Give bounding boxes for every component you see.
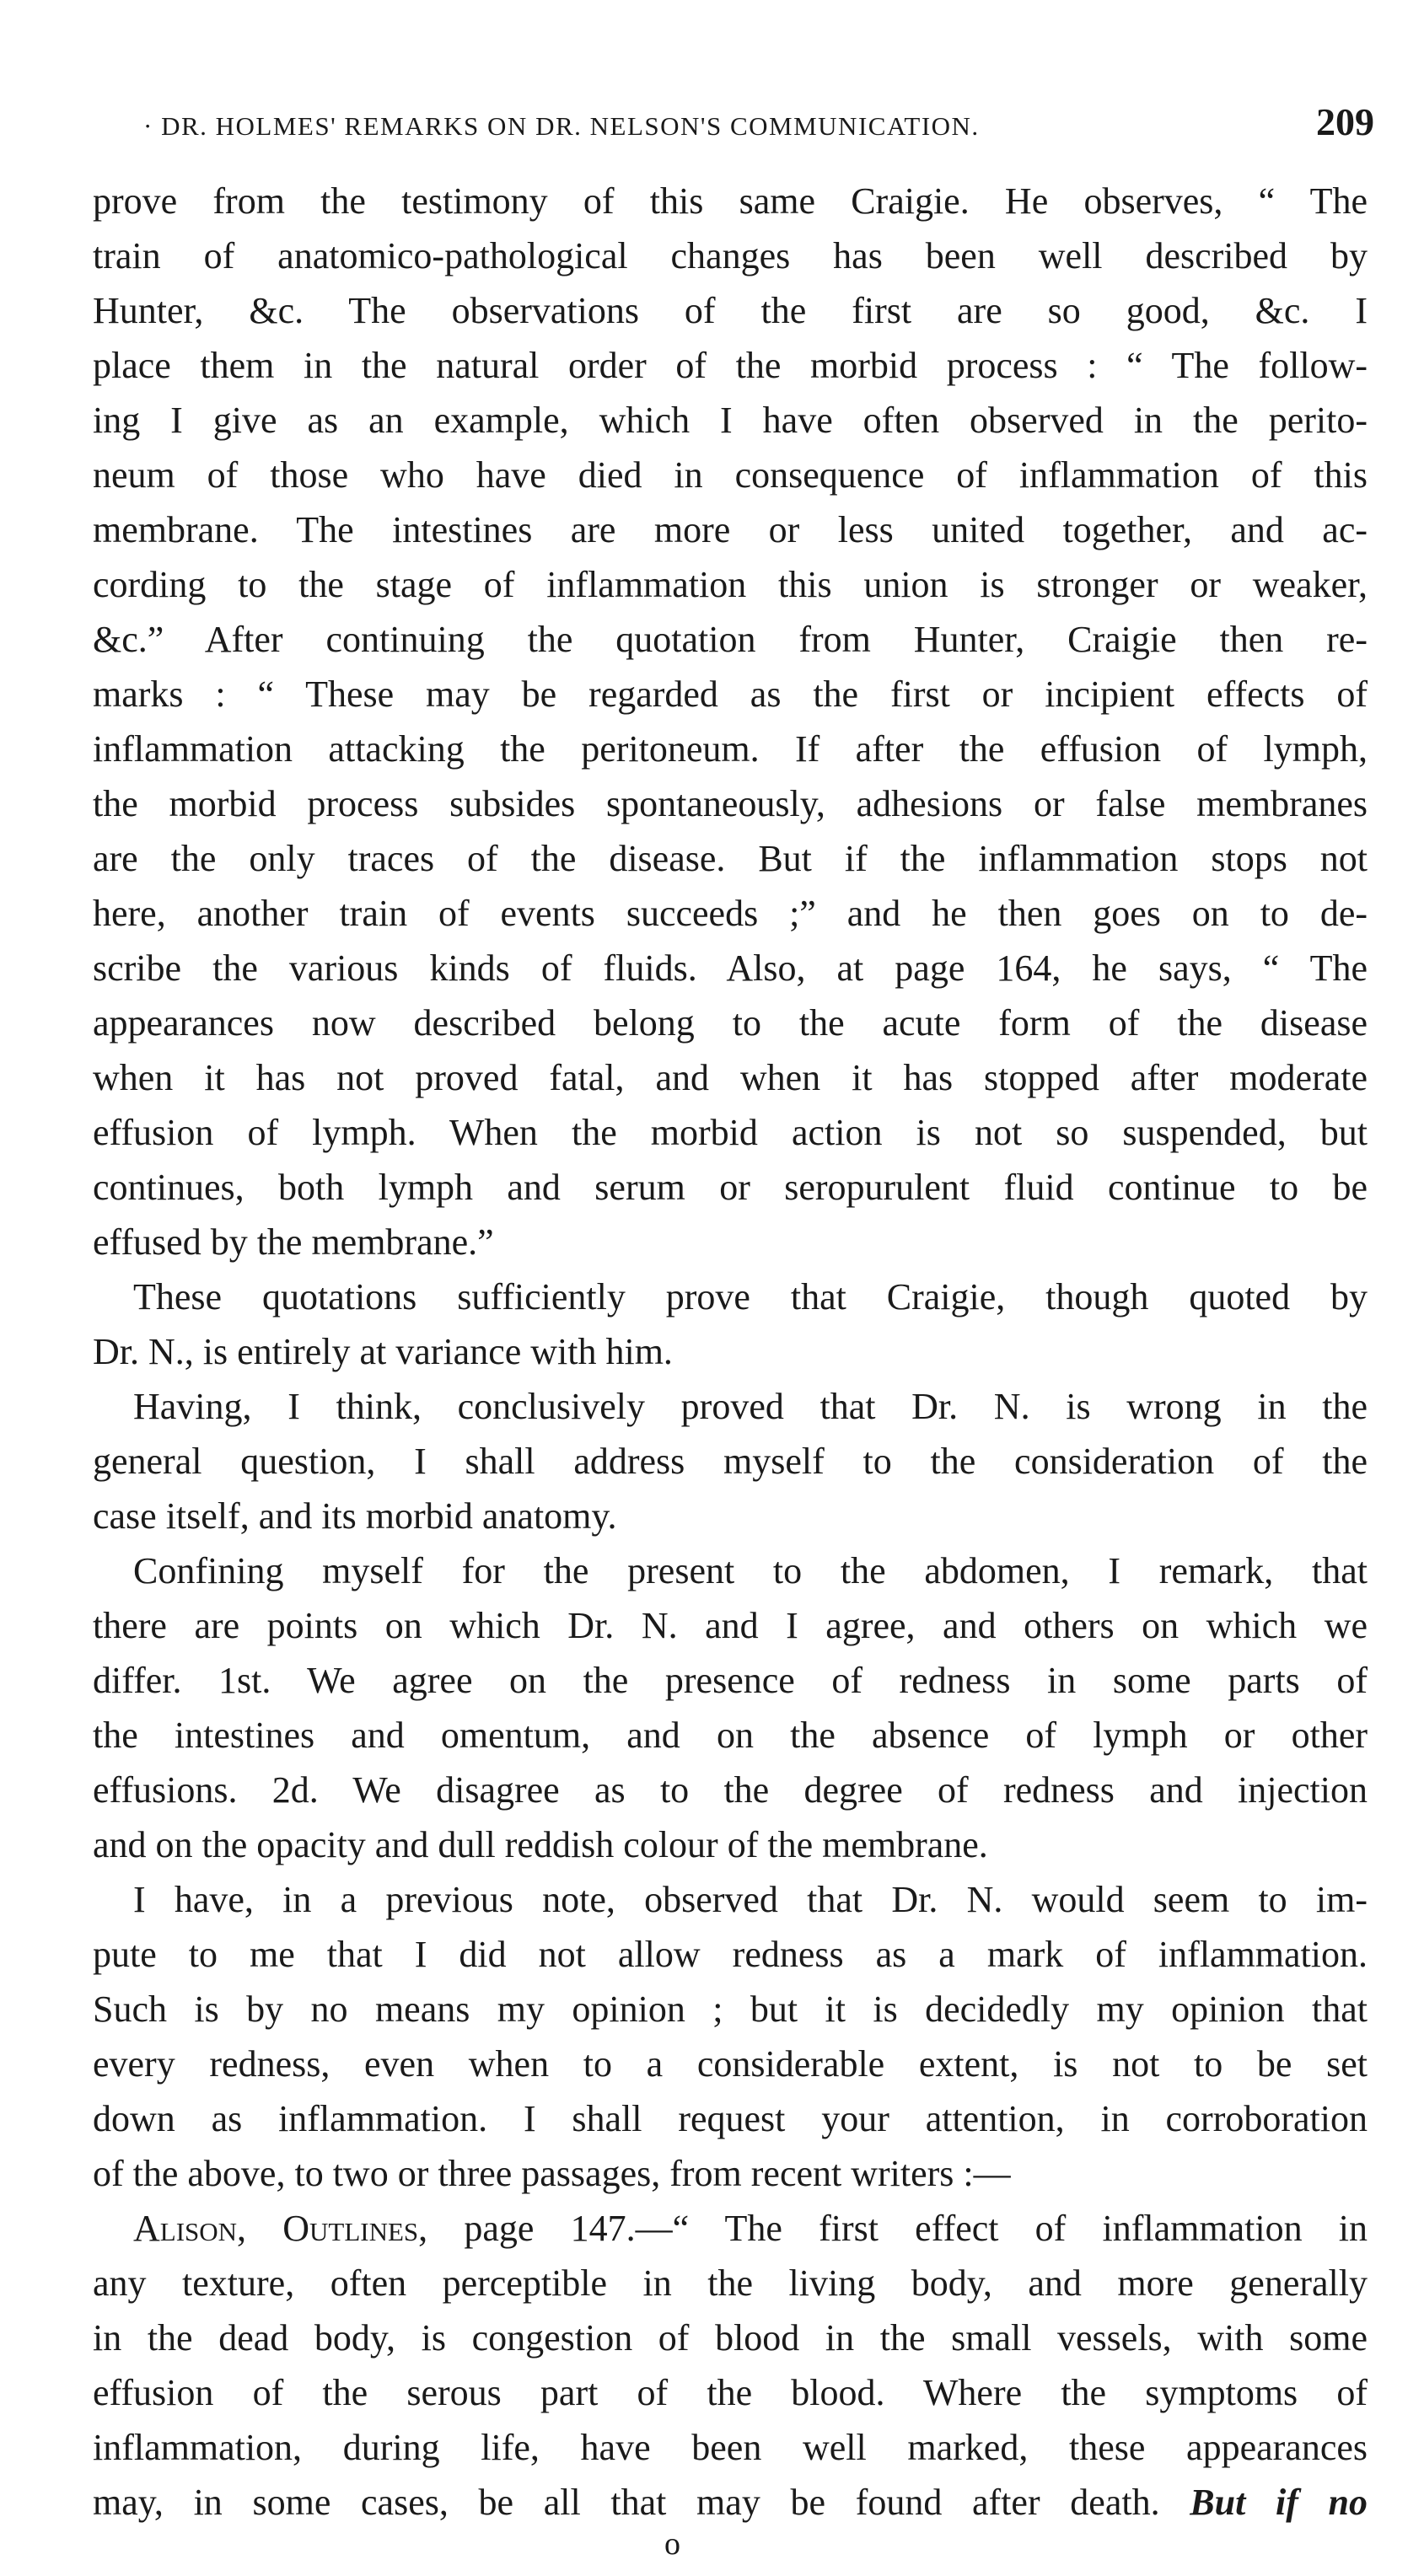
alison-first-line <box>93 2201 1368 2256</box>
text-line: Confining myself for the present to the abdomen, I remark, that <box>133 1550 1368 1591</box>
text-line: marks : “ These may be regarded as the first or incipient effects of <box>93 674 1368 715</box>
text-line: general question, I shall address myself to the consideration of the <box>93 1441 1368 1482</box>
text-line: and on the opacity and dull reddish colour of the membrane. <box>93 1824 988 1865</box>
text-line: neum of those who have died in consequence of inflammation of this <box>93 454 1368 496</box>
text-line: effused by the membrane.” <box>93 1221 494 1263</box>
text-line: case itself, and its morbid anatomy. <box>93 1495 617 1537</box>
text-line: effusions. 2d. We disagree as to the degree of redness and injection <box>93 1769 1368 1811</box>
text-line: there are points on which Dr. N. and I agree, and others on which we <box>93 1605 1368 1646</box>
signature-mark: o <box>664 2526 680 2562</box>
text-line: when it has not proved fatal, and when it has stopped after moderate <box>93 1057 1368 1098</box>
text-line: inflammation, during life, have been well marked, these appearances <box>93 2427 1368 2468</box>
text-line: continues, both lymph and serum or seropurulent fluid continue to be <box>93 1167 1368 1208</box>
text-line: Dr. N., is entirely at variance with him. <box>93 1331 673 1372</box>
text-line: in the dead body, is congestion of blood in the small vessels, with some <box>93 2317 1368 2359</box>
text-line: Having, I think, conclusively proved that Dr. N. is wrong in the <box>133 1386 1368 1427</box>
text-line: scribe the various kinds of fluids. Also, at page 164, he says, “ The <box>93 947 1368 989</box>
running-head <box>143 99 1374 158</box>
body-text <box>93 174 1368 2530</box>
text-line: are the only traces of the disease. But if the inflammation stops not <box>93 838 1368 879</box>
text-line: effusion of the serous part of the blood. Where the symptoms of <box>93 2372 1368 2413</box>
text-line: inflammation attacking the peritoneum. If after the effusion of lymph, <box>93 728 1368 770</box>
text-line: ing I give as an example, which I have often observed in the perito- <box>93 400 1368 441</box>
text-line: pute to me that I did not allow redness as a mark of inflammation. <box>93 1934 1368 1975</box>
running-head-title: · DR. HOLMES' REMARKS ON DR. NELSON'S COMMUNICATION. <box>143 111 980 141</box>
text-line: the intestines and omentum, and on the absence of lymph or other <box>93 1715 1368 1756</box>
text-line: prove from the testimony of this same Craigie. He observes, “ The <box>93 180 1368 222</box>
text-line: train of anatomico-pathological changes has been well described by <box>93 235 1368 276</box>
text-line: Hunter, &c. The observations of the first are so good, &c. I <box>93 290 1368 331</box>
text-line: Such is by no means my opinion ; but it is decidedly my opinion that <box>93 1988 1368 2030</box>
alison-author: Alison, Outlines, <box>133 2208 428 2249</box>
text-line: I have, in a previous note, observed that Dr. N. would seem to im- <box>133 1879 1368 1920</box>
text-line: appearances now described belong to the acute form of the disease <box>93 1002 1368 1044</box>
text-line: every redness, even when to a considerable extent, is not to be set <box>93 2043 1368 2085</box>
text-line: here, another train of events succeeds ;” and he then goes on to de- <box>93 893 1368 934</box>
text-line: &c.” After continuing the quotation from Hunter, Craigie then re- <box>93 619 1368 660</box>
text-line: any texture, often perceptible in the living body, and more generally <box>93 2262 1368 2304</box>
alison-first-line-rest: page 147.—“ The first effect of inflammation in <box>427 2208 1368 2249</box>
text-line: of the above, to two or three passages, from recent writers :— <box>93 2153 1011 2194</box>
alison-last-line <box>93 2475 1368 2530</box>
text-line: cording to the stage of inflammation this union is stronger or weaker, <box>93 564 1368 605</box>
text-line: membrane. The intestines are more or less united together, and ac- <box>93 509 1368 550</box>
text-line: effusion of lymph. When the morbid action is not so suspended, but <box>93 1112 1368 1153</box>
alison-last-line-italic: But if no <box>1190 2482 1368 2523</box>
text-line: the morbid process subsides spontaneously, adhesions or false membranes <box>93 783 1368 824</box>
alison-last-line-start: may, in some cases, be all that may be found after death. <box>93 2482 1190 2523</box>
text-line: These quotations sufficiently prove that Craigie, though quoted by <box>133 1276 1368 1318</box>
text-line: differ. 1st. We agree on the presence of redness in some parts of <box>93 1660 1368 1701</box>
text-line: place them in the natural order of the morbid process : “ The follow- <box>93 345 1368 386</box>
text-line: down as inflammation. I shall request your attention, in corroboration <box>93 2098 1368 2139</box>
page-number: 209 <box>1316 100 1374 143</box>
